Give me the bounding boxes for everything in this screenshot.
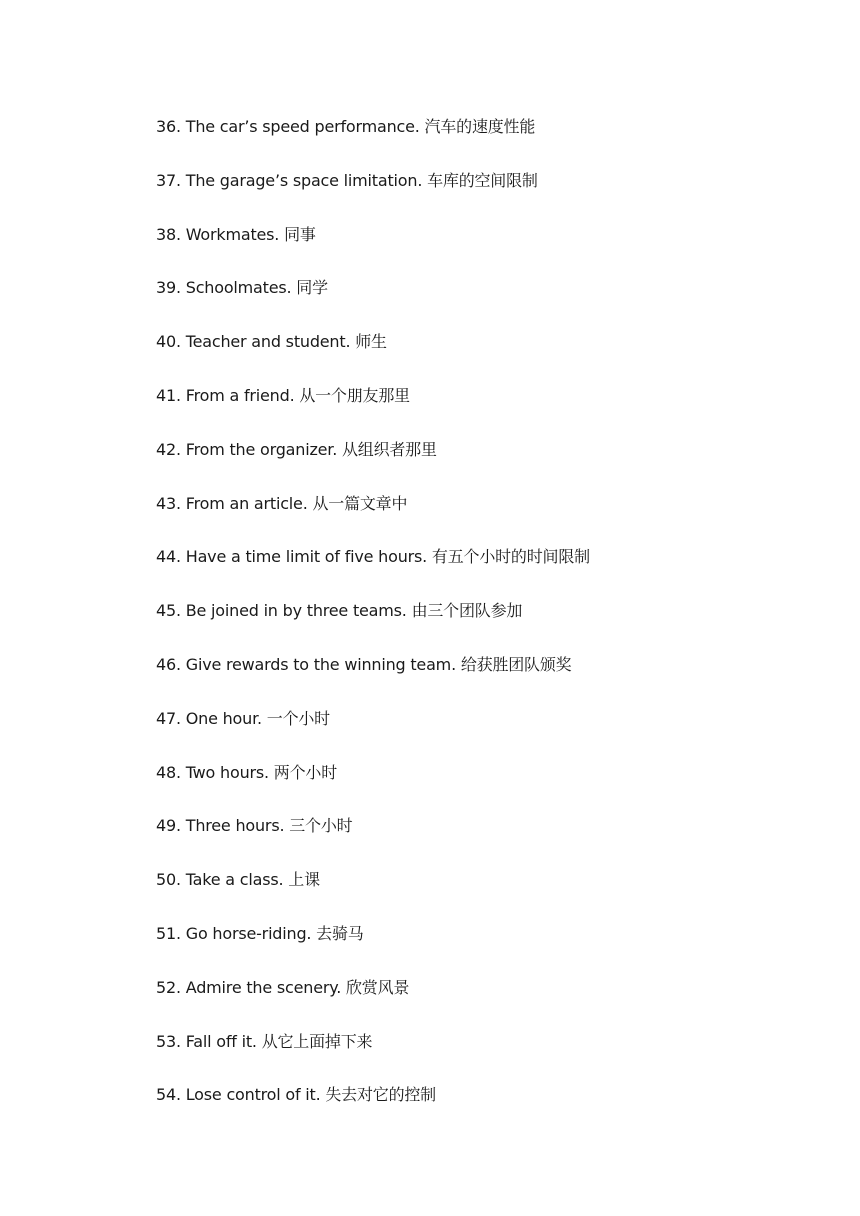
item-number: 36.: [156, 117, 181, 136]
item-text: Teacher and student. 师生: [185, 332, 387, 352]
list-item: [156, 436, 590, 490]
item-number: 44.: [156, 547, 181, 567]
item-text: Workmates. 同事: [185, 224, 316, 244]
list-item: [156, 920, 590, 974]
item-text: Go horse-riding. 去骑马: [185, 923, 364, 943]
vocabulary-list: [156, 113, 590, 1135]
item-text: Lose control of it. 失去对它的控制: [185, 1085, 436, 1105]
item-number: 48.: [156, 762, 181, 782]
item-text: Fall off it. 从它上面掉下来: [185, 1031, 373, 1051]
list-item: [156, 490, 590, 544]
item-number: 54.: [156, 1085, 181, 1105]
list-item: [156, 1081, 590, 1135]
list-item: [156, 812, 590, 866]
item-text: The car’s speed performance. 汽车的速度性能: [185, 117, 536, 136]
item-number: 52.: [156, 977, 181, 997]
list-item: [156, 759, 590, 813]
item-text: Have a time limit of five hours. 有五个小时的时间限制: [185, 547, 590, 567]
list-item: [156, 974, 590, 1028]
list-item: [156, 597, 590, 651]
item-number: 47.: [156, 708, 181, 728]
item-number: 49.: [156, 816, 181, 836]
list-item: [156, 543, 590, 597]
item-text: Three hours. 三个小时: [185, 816, 353, 836]
list-item: [156, 328, 590, 382]
item-number: 50.: [156, 870, 181, 890]
item-text: The garage’s space limitation. 车库的空间限制: [185, 170, 538, 190]
list-item: [156, 705, 590, 759]
item-number: 41.: [156, 385, 181, 405]
item-number: 38.: [156, 224, 181, 244]
list-item: [156, 274, 590, 328]
item-text: One hour. 一个小时: [185, 708, 330, 728]
item-text: From a friend. 从一个朋友那里: [185, 385, 410, 405]
item-text: From the organizer. 从组织者那里: [185, 439, 437, 459]
list-item: [156, 382, 590, 436]
item-number: 40.: [156, 332, 181, 352]
item-number: 43.: [156, 493, 181, 513]
item-number: 37.: [156, 170, 181, 190]
item-text: Schoolmates. 同学: [185, 278, 328, 298]
list-item: [156, 221, 590, 275]
item-text: Two hours. 两个小时: [185, 762, 337, 782]
item-text: Give rewards to the winning team. 给获胜团队颁奖: [185, 654, 572, 674]
list-item: [156, 167, 590, 221]
item-text: From an article. 从一篇文章中: [185, 493, 408, 513]
item-text: Take a class. 上课: [185, 870, 320, 890]
list-item: [156, 651, 590, 705]
item-number: 42.: [156, 439, 181, 459]
item-number: 46.: [156, 654, 181, 674]
list-item: [156, 866, 590, 920]
item-number: 39.: [156, 278, 181, 298]
list-item: [156, 1028, 590, 1082]
item-text: Admire the scenery. 欣赏风景: [185, 977, 410, 997]
item-text: Be joined in by three teams. 由三个团队参加: [185, 601, 523, 621]
item-number: 51.: [156, 923, 181, 943]
list-item: [156, 113, 590, 167]
item-number: 53.: [156, 1031, 181, 1051]
item-number: 45.: [156, 601, 181, 621]
